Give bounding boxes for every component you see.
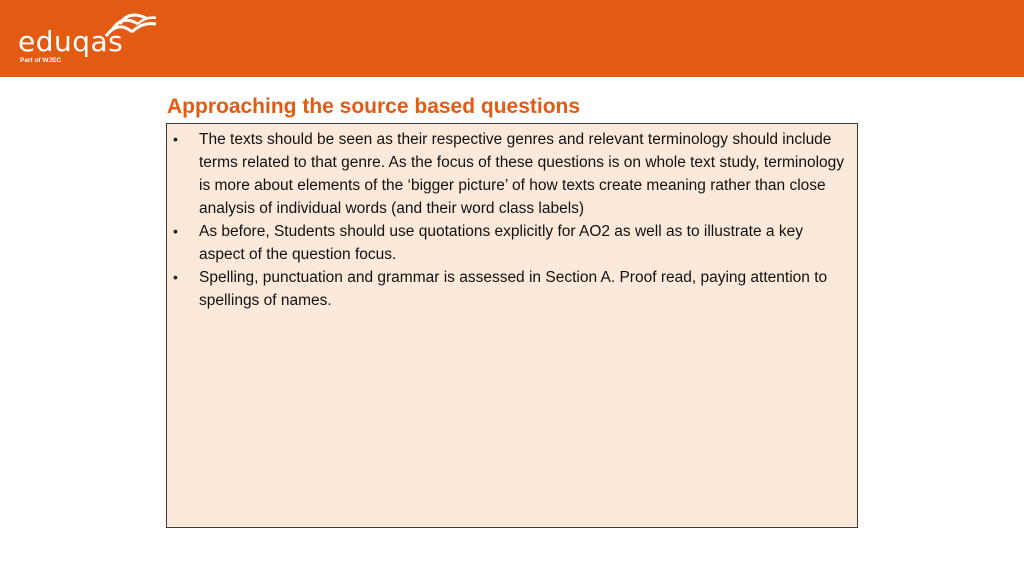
- bullet-marker: •: [173, 131, 178, 147]
- bullet-list: [167, 124, 857, 312]
- bullet-text: Spelling, punctuation and grammar is assessed in Section A. Proof read, paying attention to spellings of names.: [199, 269, 828, 309]
- logo-tagline: Part of WJEC: [20, 57, 62, 64]
- header-bar: [0, 0, 1024, 77]
- slide-title: Approaching the source based questions: [167, 95, 581, 118]
- bullet-item: [167, 128, 849, 220]
- bullet-marker: •: [173, 223, 178, 239]
- eduqas-logo: [16, 10, 166, 70]
- bullet-item: [167, 266, 849, 312]
- content-box: [166, 123, 858, 528]
- bullet-text: As before, Students should use quotations explicitly for AO2 as well as to illustrate a key aspect of the question focus.: [199, 223, 803, 263]
- logo-wordmark: eduqas: [18, 25, 124, 58]
- bullet-text: The texts should be seen as their respective genres and relevant terminology should include terms related to that genre. As the focus of these questions is on whole text study, terminology is more about elements of the ‘bigger picture’ of how texts create meaning rather than close analysis of individual words (and their word class labels): [199, 131, 845, 217]
- bullet-marker: •: [173, 269, 178, 285]
- bullet-item: [167, 220, 849, 266]
